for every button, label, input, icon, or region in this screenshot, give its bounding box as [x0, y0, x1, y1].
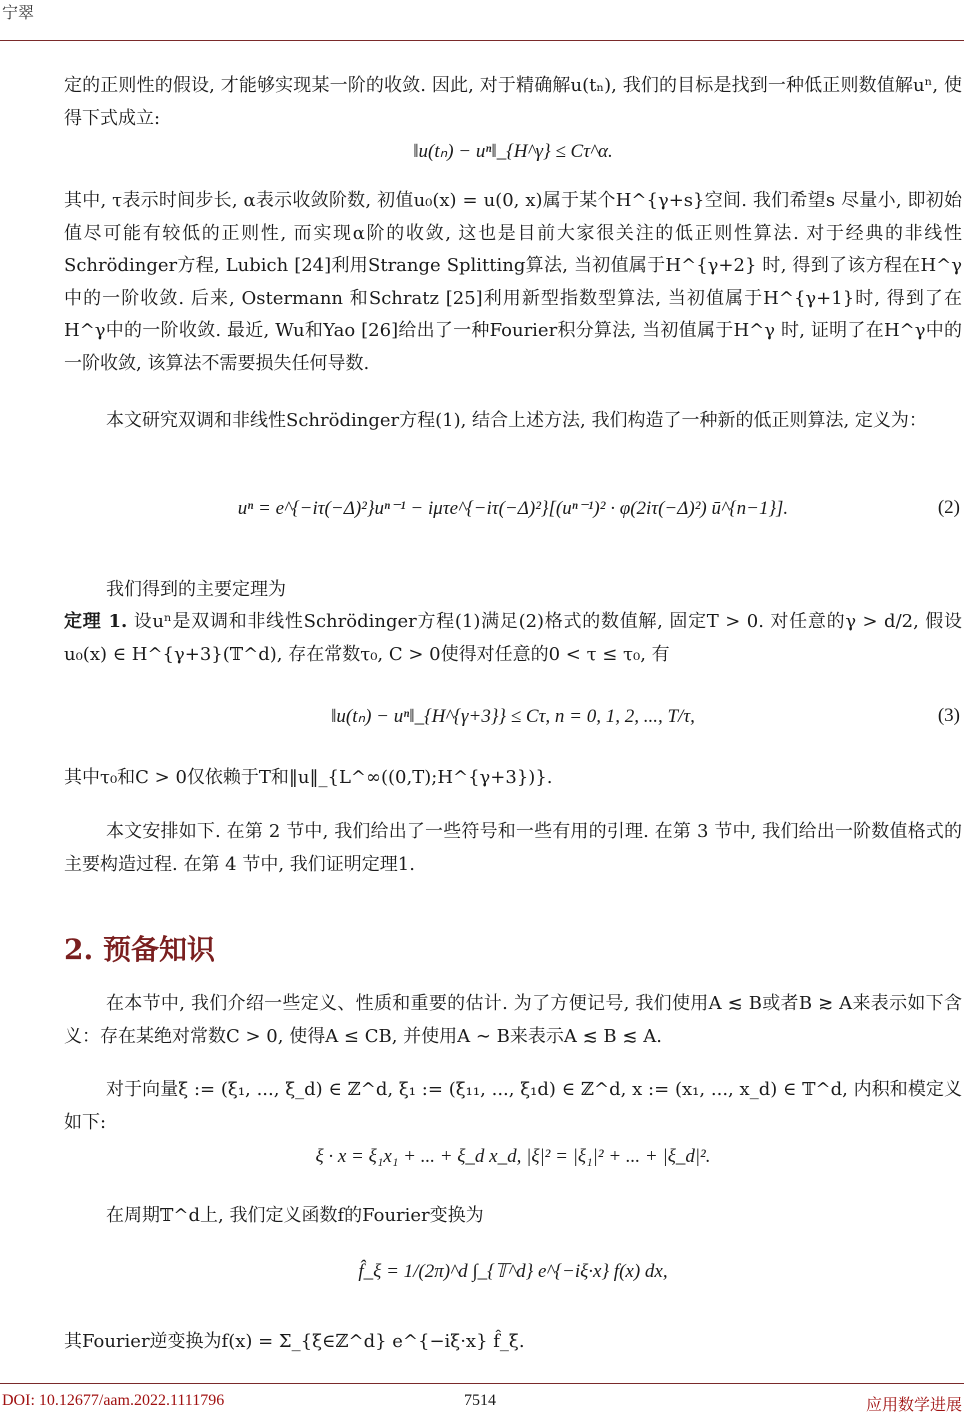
equation-error-estimate	[64, 705, 962, 728]
theorem-1	[64, 606, 962, 671]
paragraph-fourier: 在周期𝕋^d上, 我们定义函数f的Fourier变换为	[106, 1205, 484, 1226]
header-rule	[0, 40, 964, 41]
equation-number-2: (2)	[937, 497, 960, 518]
footer-doi-link[interactable]: DOI: 10.12677/aam.2022.1111796	[2, 1392, 225, 1409]
paragraph-method: 本文研究双调和非线性Schrödinger方程(1), 结合上述方法, 我们构造了一种新的低正则算法, 定义为：	[106, 410, 927, 431]
running-header-author: 宁翠	[2, 3, 35, 22]
equation-inner-product: ξ · x = ξ₁x₁ + ... + ξ_d x_d, |ξ|² = |ξ₁|² + ... + |ξ_d|².	[315, 1146, 711, 1167]
paragraph-vectors: 对于向量ξ := (ξ₁, ..., ξ_d) ∈ ℤ^d, ξ₁ := (ξ₁₁, ..., ξ₁d) ∈ ℤ^d, x := (x₁, ..., x_d) ∈ 𝕋^d, 内积和模定义如下:	[64, 1079, 962, 1133]
paragraph-background: 其中, τ表示时间步长, α表示收敛阶数, 初值u₀(x) = u(0, x)属于某个H^{γ+s}空间. 我们希望s 尽量小, 即初始值尽可能有较低的正则性, 而实现α阶的收敛, 这也是目前大家很关注的低正则性算法. 对于经典的非线性Schrödinger方程, Lubich [24]利用Strange Splitting算法, 当初值属于H^{γ+2} 时, 得到了该方程在H^γ中的一阶收敛. 后来, Ostermann 和Schratz [25]利用新型指数型算法, 当初值属于H^{γ+1}时, 得到了在H^γ中的一阶收敛. 最近, Wu和Yao [26]给出了一种Fourier积分算法, 当初值属于H^γ 时, 证明了在H^γ中的一阶收敛, 该算法不需要损失任何导数.	[64, 190, 962, 374]
equation-scheme	[64, 497, 962, 520]
paragraph-constants: 其中τ₀和C > 0仅依赖于T和‖u‖_{L^∞((0,T);H^{γ+3})}.	[64, 767, 553, 788]
equation-error-estimate-body: ‖u(tₙ) − uⁿ‖_{H^{γ+3}} ≤ Cτ, n = 0, 1, 2, ..., T/τ,	[331, 706, 695, 727]
equation-scheme-body: uⁿ = e^{−iτ(−Δ)²}uⁿ⁻¹ − iμτe^{−iτ(−Δ)²}[(uⁿ⁻¹)² · φ(2iτ(−Δ)²) ū^{n−1}].	[237, 498, 789, 519]
footer-journal-name: 应用数学进展	[865, 1395, 962, 1414]
equation-fourier-transform: f̂_ξ = 1/(2π)^d ∫_{𝕋^d} e^{−iξ·x} f(x) dx,	[358, 1261, 668, 1282]
theorem-label: 定理 1.	[64, 611, 128, 632]
paragraph-main-result-intro: 我们得到的主要定理为	[106, 579, 286, 600]
section-heading-preliminaries: 2. 预备知识	[64, 933, 215, 966]
equation-number-3: (3)	[937, 705, 960, 726]
equation-convergence-goal: ‖u(tₙ) − uⁿ‖_{H^γ} ≤ Cτ^α.	[413, 141, 613, 162]
theorem-statement: 设uⁿ是双调和非线性Schrödinger方程(1)满足(2)格式的数值解, 固定T > 0. 对任意的γ > d/2, 假设u₀(x) ∈ H^{γ+3}(𝕋^d), 存在常数τ₀, C > 0使得对任意的0 < τ ≤ τ₀, 有	[64, 611, 962, 665]
paragraph-notation: 在本节中, 我们介绍一些定义、性质和重要的估计. 为了方便记号, 我们使用A ≲ B或者B ≳ A来表示如下含义：存在某绝对常数C > 0, 使得A ≤ CB, 并使用A ∼ B来表示A ≲ B ≲ A.	[64, 993, 962, 1047]
paragraph-inverse-fourier: 其Fourier逆变换为f(x) = Σ_{ξ∈ℤ^d} e^{−iξ·x} f̂_ξ.	[64, 1331, 525, 1352]
paragraph-outline: 本文安排如下. 在第 2 节中, 我们给出了一些符号和一些有用的引理. 在第 3 节中, 我们给出一阶数值格式的主要构造过程. 在第 4 节中, 我们证明定理1.	[64, 821, 962, 875]
footer-page-number: 7514	[464, 1392, 496, 1409]
footer-rule	[0, 1383, 964, 1384]
paragraph-intro-continued: 定的正则性的假设, 才能够实现某一阶的收敛. 因此, 对于精确解u(tₙ), 我们的目标是找到一种低正则数值解uⁿ, 使得下式成立:	[64, 75, 962, 129]
